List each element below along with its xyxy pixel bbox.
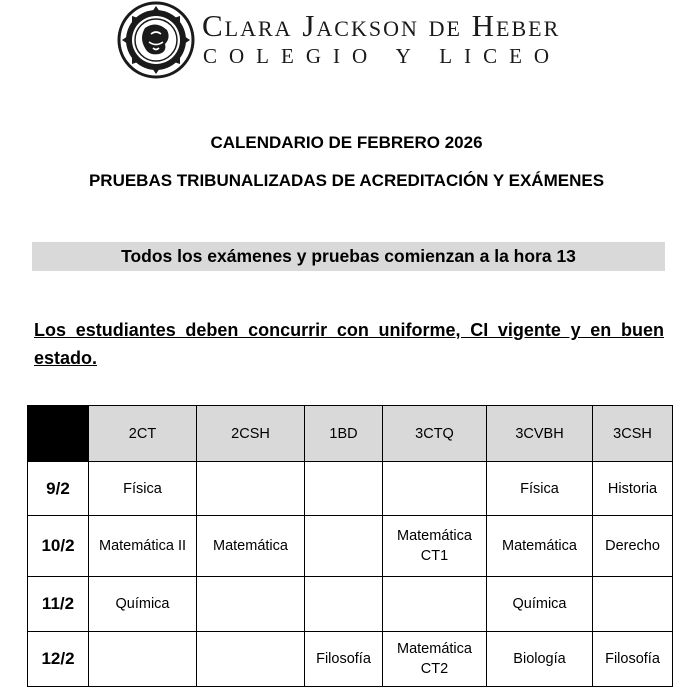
table-cell bbox=[89, 632, 197, 687]
column-header: 3CTQ bbox=[383, 406, 487, 462]
row-date: 11/2 bbox=[28, 577, 89, 632]
table-cell bbox=[383, 462, 487, 516]
header bbox=[115, 0, 585, 80]
table-row bbox=[28, 632, 673, 687]
table-corner-cell bbox=[28, 406, 89, 462]
table-cell bbox=[305, 462, 383, 516]
column-header: 1BD bbox=[305, 406, 383, 462]
table-cell: Física bbox=[89, 462, 197, 516]
uniform-notice: Los estudiantes deben concurrir con uniforme, CI vigente y en buen estado. bbox=[34, 320, 664, 368]
table-cell bbox=[383, 577, 487, 632]
table-header-row bbox=[28, 406, 673, 462]
row-date: 9/2 bbox=[28, 462, 89, 516]
table-cell bbox=[593, 577, 673, 632]
table-cell: Filosofía bbox=[593, 632, 673, 687]
school-subtitle: COLEGIO Y LICEO bbox=[203, 44, 562, 68]
table-cell: Biología bbox=[487, 632, 593, 687]
table-cell: Derecho bbox=[593, 516, 673, 577]
table-cell: Matemática bbox=[487, 516, 593, 577]
table-cell bbox=[197, 462, 305, 516]
exam-type-title: PRUEBAS TRIBUNALIZADAS DE ACREDITACIÓN Y EXÁMENES bbox=[88, 171, 605, 190]
school-name: Clara Jackson de Heber bbox=[202, 8, 561, 43]
row-date: 12/2 bbox=[28, 632, 89, 687]
table-cell: Historia bbox=[593, 462, 673, 516]
column-header: 2CT bbox=[89, 406, 197, 462]
row-date: 10/2 bbox=[28, 516, 89, 577]
table-row bbox=[28, 577, 673, 632]
table-cell bbox=[197, 632, 305, 687]
table-row bbox=[28, 462, 673, 516]
start-time-banner: Todos los exámenes y pruebas comienzan a la hora 13 bbox=[32, 242, 665, 271]
table-cell: Matemática CT2 bbox=[383, 632, 487, 687]
table-cell: Física bbox=[487, 462, 593, 516]
calendar-title: CALENDARIO DE FEBRERO 2026 bbox=[210, 133, 483, 152]
school-seal-icon bbox=[115, 0, 197, 80]
table-cell: Matemática bbox=[197, 516, 305, 577]
table-cell bbox=[305, 577, 383, 632]
table-cell bbox=[197, 577, 305, 632]
table-row bbox=[28, 516, 673, 577]
table-cell: Química bbox=[89, 577, 197, 632]
table-cell: Matemática CT1 bbox=[383, 516, 487, 577]
column-header: 3CVBH bbox=[487, 406, 593, 462]
table-cell: Matemática II bbox=[89, 516, 197, 577]
table-cell: Química bbox=[487, 577, 593, 632]
column-header: 3CSH bbox=[593, 406, 673, 462]
table-cell: Filosofía bbox=[305, 632, 383, 687]
exam-schedule-table bbox=[27, 405, 673, 687]
column-header: 2CSH bbox=[197, 406, 305, 462]
table-cell bbox=[305, 516, 383, 577]
